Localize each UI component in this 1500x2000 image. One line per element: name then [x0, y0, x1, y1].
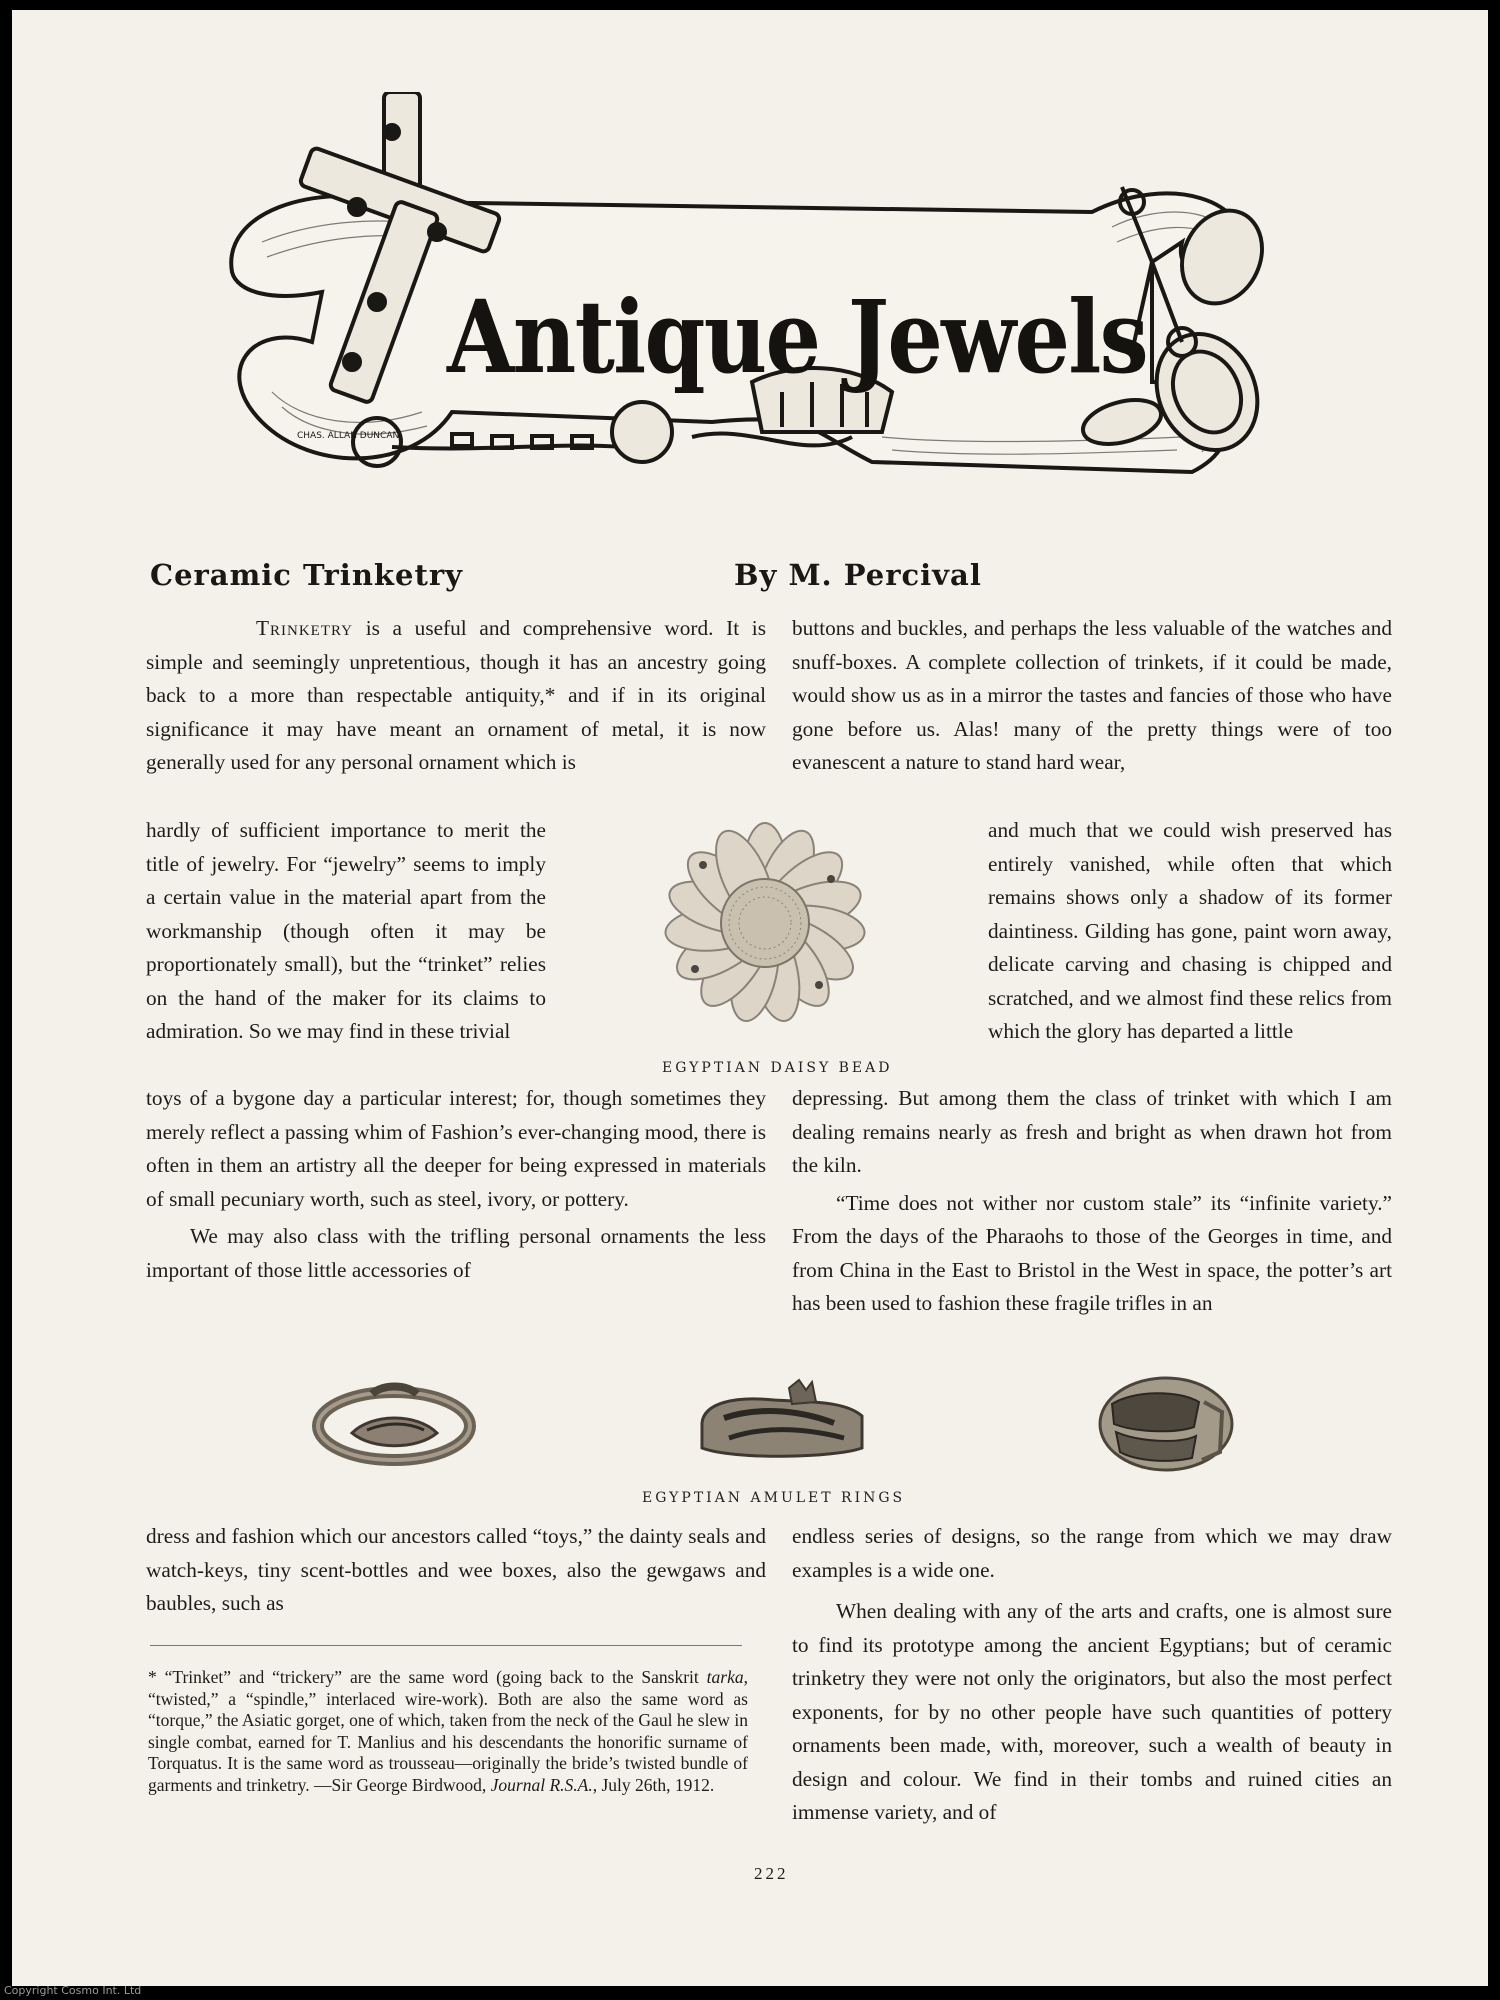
amulet-rings-caption: EGYPTIAN AMULET RINGS [642, 1490, 906, 1506]
paragraph-text: “Time does not wither nor custom stale” its “infinite variety.” From the days of the Pharaohs to those of the Georges in time, and from China in the East to Bristol in the West in space, the potter’s art has been used to fashion these fragile trifles in an [792, 1190, 1392, 1315]
left-column-bottom [146, 1082, 766, 1287]
right-column-wrap [988, 814, 1392, 1049]
paragraph-text: depressing. But among them the class of trinket with which I am dealing remains nearly as fresh and bright as when drawn hot from the kiln. [792, 1086, 1392, 1177]
paragraph-text: and much that we could wish preserved has entirely vanished, while often that which remains shows only a shadow of its former daintiness. Gilding has gone, paint worn away, delicate carving and chasing is chipped and scratched, and we almost find these relics from which the glory has departed a little [988, 818, 1392, 1043]
footnote-text: , July 26th, 1912. [592, 1774, 715, 1795]
footnote-text: * “Trinket” and “trickery” are the same word (going back to the Sanskrit [148, 1667, 699, 1687]
author-byline: By M. Percival [734, 558, 982, 592]
footnote-italic-word: tarka [706, 1667, 744, 1687]
page [12, 10, 1488, 1986]
footnote-journal-title: Journal R.S.A. [490, 1774, 593, 1795]
amulet-ring-image-3 [1094, 1372, 1239, 1477]
artist-signature: CHAS. ALLAN DUNCAN [297, 431, 400, 441]
right-column-bottom [792, 1082, 1392, 1321]
article-title: Ceramic Trinketry [150, 558, 463, 592]
paragraph-text: We may also class with the trifling personal ornaments the less important of those little accessories of [146, 1224, 766, 1282]
left-column-top [146, 612, 766, 780]
paragraph-text: is a useful and comprehensive word. It is simple and seemingly unpretentious, though it has an ancestry going back to a more than respectable antiquity,* and if in its original significance it may have meant an ornament of metal, it is now generally used for any personal ornament which is [146, 616, 766, 774]
paragraph-text: hardly of sufficient importance to merit the title of jewelry. For “jewelry” seems to imply a certain value in the material apart from the workmanship (though often it may be proportionately small), but the “trinket” relies on the hand of the maker for its claims to admiration. So we may find in these trivial [146, 818, 546, 1043]
paragraph-text: endless series of designs, so the range from which we may draw examples is a wide one. [792, 1524, 1392, 1582]
copyright-watermark: Copyright Cosmo Int. Ltd [4, 1984, 142, 1997]
amulet-ring-image-2 [694, 1378, 869, 1463]
drop-word: Trinketry [256, 616, 354, 640]
paragraph-text: dress and fashion which our ancestors called “toys,” the dainty seals and watch-keys, tiny scent-bottles and wee boxes, also the gewgaws and baubles, such as [146, 1524, 766, 1615]
egyptian-daisy-bead-image [660, 818, 870, 1028]
daisy-bead-caption: EGYPTIAN DAISY BEAD [662, 1060, 893, 1076]
paragraph-text: buttons and buckles, and perhaps the less valuable of the watches and snuff-boxes. A complete collection of trinkets, if it could be made, would show us as in a mirror the tastes and fancies of those who have gone before us. Alas! many of the pretty things were of too evanescent a nature to stand hard wear, [792, 616, 1392, 774]
paragraph-text: When dealing with any of the arts and crafts, one is almost sure to find its prototype among the ancient Egyptians; but of ceramic trinketry they were not only the originators, but also the most perfect exponents, for by no other people have such quantities of pottery ornaments been made, with, moreover, such a wealth of beauty in design and colour. We find in their tombs and ruined cities an immense variety, and of [792, 1599, 1392, 1824]
amulet-ring-image-1 [312, 1378, 477, 1473]
left-column-wrap [146, 814, 546, 1049]
left-column-after-figure [146, 1520, 766, 1621]
paragraph-text: toys of a bygone day a particular interest; for, though sometimes they merely reflect a passing whim of Fashion’s ever-changing mood, there is often in them an artistry all the deeper for being expressed in materials of small pecuniary worth, such as steel, ivory, or pottery. [146, 1086, 766, 1211]
footnote-text: , “twisted,” a “spindle,” interlaced wire-work). Both are also the same word as “torque,” the Asiatic gorget, one of which, taken from the neck of the Gaul he slew in single combat, earned for T. Manlius and his descendants the honorific surname of Torquatus. It is the same word as trousseau—originally the bride’s twisted bundle of garments and trinketry. —Sir George Birdwood, [148, 1667, 748, 1795]
right-column-after-figure [792, 1520, 1392, 1830]
right-column-top [792, 612, 1392, 780]
banner-title: Antique Jewels [446, 278, 1147, 396]
page-number: 222 [754, 1864, 789, 1883]
footnote-divider [150, 1645, 742, 1646]
antique-jewels-banner [192, 92, 1372, 522]
footnote [148, 1667, 748, 1796]
